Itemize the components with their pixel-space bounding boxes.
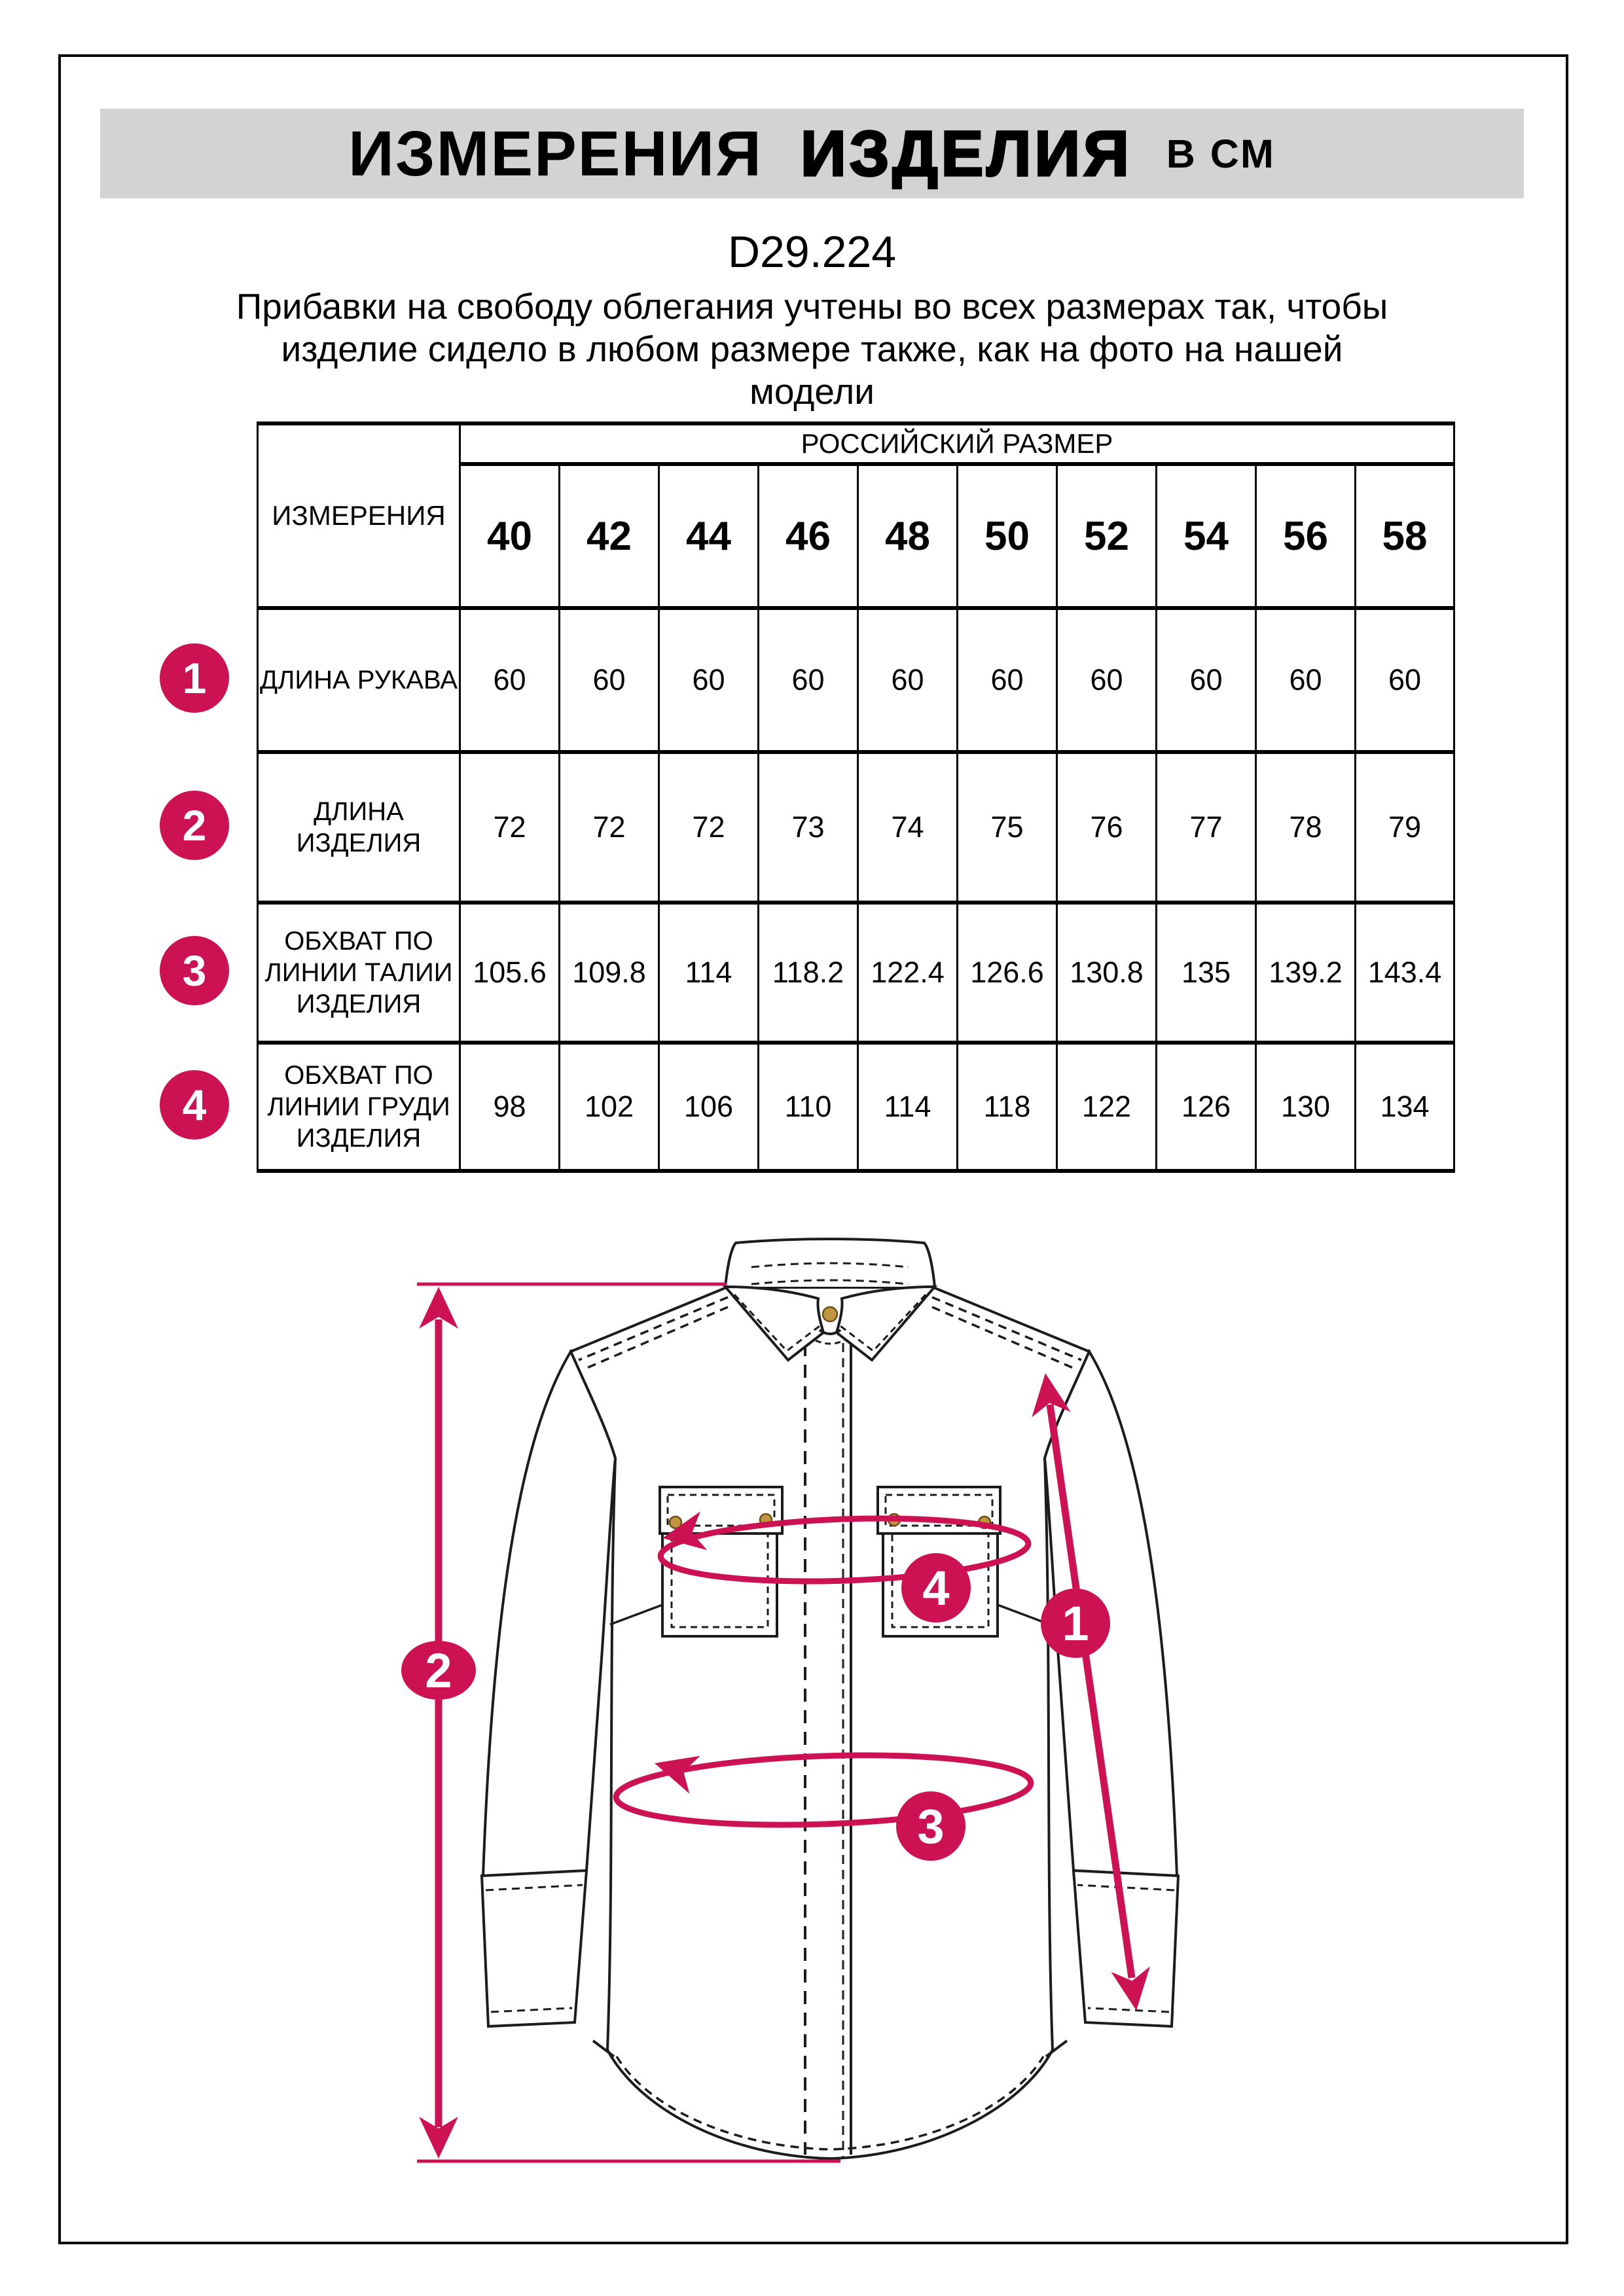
row-badge-1: 1: [160, 643, 229, 713]
cell-value: 60: [659, 608, 759, 752]
cell-value: 60: [1356, 608, 1454, 752]
pocket-body-left: [662, 1534, 777, 1636]
size-header: 58: [1356, 464, 1454, 608]
cell-value: 79: [1356, 752, 1454, 903]
cell-value: 72: [460, 752, 560, 903]
cell-value: 60: [858, 608, 958, 752]
cell-value: 126: [1157, 1043, 1256, 1171]
cell-value: 143.4: [1356, 903, 1454, 1043]
table-row-sleeve-length: [258, 608, 1454, 752]
cuff-left: [482, 1871, 586, 2026]
cell-value: 72: [560, 752, 659, 903]
cell-value: 60: [759, 608, 858, 752]
table-row-garment-length: [258, 752, 1454, 903]
measure-col-header: ИЗМЕРЕНИЯ: [258, 423, 460, 608]
cell-value: 122: [1057, 1043, 1157, 1171]
cell-value: 118.2: [759, 903, 858, 1043]
diagram-badge-4-label: 4: [922, 1561, 950, 1615]
row-label: ДЛИНА РУКАВА: [258, 608, 460, 752]
row-badge-2: 2: [160, 791, 229, 860]
size-header: 44: [659, 464, 759, 608]
intro-line-3: модели: [749, 371, 875, 412]
cell-value: 139.2: [1256, 903, 1356, 1043]
size-table: [257, 422, 1455, 1173]
cell-value: 135: [1157, 903, 1256, 1043]
size-header: 40: [460, 464, 560, 608]
table-row-waist-girth: [258, 903, 1454, 1043]
title-unit: В СМ: [1166, 131, 1276, 176]
cell-value: 78: [1256, 752, 1356, 903]
row-label: ОБХВАТ ПО ЛИНИИ ТАЛИИ ИЗДЕЛИЯ: [258, 903, 460, 1043]
cell-value: 114: [659, 903, 759, 1043]
row-label: ДЛИНА ИЗДЕЛИЯ: [258, 752, 460, 903]
size-header: 48: [858, 464, 958, 608]
diagram-badge-3-label: 3: [917, 1799, 945, 1854]
cell-value: 75: [958, 752, 1057, 903]
shirt-technical-drawing: [367, 1211, 1283, 2245]
title-bar: [100, 109, 1524, 198]
cell-value: 73: [759, 752, 858, 903]
row-label: ОБХВАТ ПО ЛИНИИ ГРУДИ ИЗДЕЛИЯ: [258, 1043, 460, 1171]
cell-value: 130: [1256, 1043, 1356, 1171]
cell-value: 118: [958, 1043, 1057, 1171]
cell-value: 60: [560, 608, 659, 752]
cell-value: 114: [858, 1043, 958, 1171]
cell-value: 105.6: [460, 903, 560, 1043]
page-title: ИЗМЕРЕНИЯ: [348, 117, 763, 189]
cell-value: 76: [1057, 752, 1157, 903]
cell-value: 60: [1057, 608, 1157, 752]
intro-line-1: Прибавки на свободу облегания учтены во всех размерах так, чтобы: [236, 286, 1388, 327]
size-header: 52: [1057, 464, 1157, 608]
shirt-body: [571, 1287, 1089, 2159]
table-row-chest-girth: [258, 1043, 1454, 1171]
table-row: [258, 423, 1454, 464]
page-title-strong: ИЗДЕЛИЯ: [801, 117, 1132, 189]
cell-value: 74: [858, 752, 958, 903]
diagram-badge-2-label: 2: [425, 1643, 452, 1698]
collar-button: [823, 1307, 837, 1321]
cell-value: 110: [759, 1043, 858, 1171]
cell-value: 126.6: [958, 903, 1057, 1043]
row-badge-4: 4: [160, 1070, 229, 1139]
size-header: 42: [560, 464, 659, 608]
size-header: 50: [958, 464, 1057, 608]
size-header: 54: [1157, 464, 1256, 608]
cell-value: 106: [659, 1043, 759, 1171]
cell-value: 77: [1157, 752, 1256, 903]
intro-line-2: изделие сидело в любом размере также, как на фото на нашей: [281, 329, 1343, 369]
cell-value: 102: [560, 1043, 659, 1171]
cell-value: 60: [1256, 608, 1356, 752]
sleeve-left: [483, 1352, 615, 1876]
size-group-header: РОССИЙСКИЙ РАЗМЕР: [460, 423, 1454, 464]
cell-value: 134: [1356, 1043, 1454, 1171]
model-code: D29.224: [727, 227, 897, 277]
cell-value: 60: [460, 608, 560, 752]
cell-value: 60: [958, 608, 1057, 752]
size-header: 56: [1256, 464, 1356, 608]
cell-value: 60: [1157, 608, 1256, 752]
row-badge-3: 3: [160, 936, 229, 1005]
cell-value: 130.8: [1057, 903, 1157, 1043]
cell-value: 98: [460, 1043, 560, 1171]
size-header: 46: [759, 464, 858, 608]
diagram-badge-1-label: 1: [1062, 1596, 1089, 1651]
cell-value: 72: [659, 752, 759, 903]
intro-text: [0, 285, 1624, 413]
cell-value: 109.8: [560, 903, 659, 1043]
cell-value: 122.4: [858, 903, 958, 1043]
